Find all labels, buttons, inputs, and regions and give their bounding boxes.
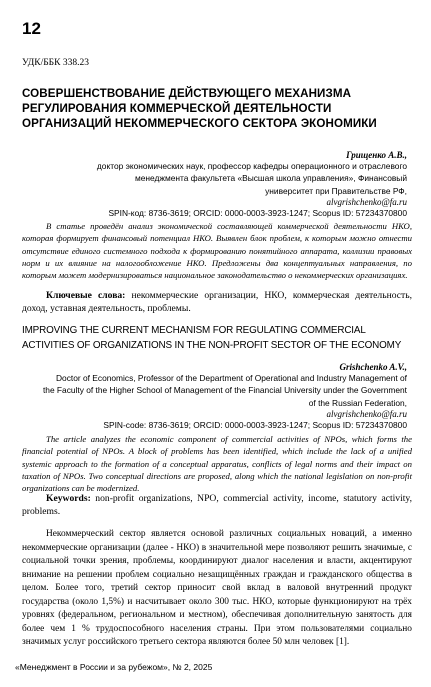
author-ids-en: SPIN-code: 8736-3619; ORCID: 0000-0003-3923-1247; Scopus ID: 57234370800 — [103, 420, 407, 431]
author-affiliation-en-3: of the Russian Federation, — [308, 397, 407, 408]
keywords-ru — [22, 289, 412, 315]
keywords-text-ru: некоммерческие организации, НКО, коммерческая деятельность, доход, уставная деятельность, проблемы. — [22, 290, 412, 314]
keywords-en — [22, 492, 412, 518]
article-title-en: IMPROVING THE CURRENT MECHANISM FOR REGULATING COMMERCIAL ACTIVITIES OF ORGANIZATIONS IN THE NON-PROFIT SECTOR OF THE ECONOMY — [22, 325, 402, 351]
author-affiliation-en-2: the Faculty of the Higher School of Management of the Financial University under the Government — [42, 385, 407, 396]
author-affiliation-ru-3: университет при Правительстве РФ, — [265, 185, 407, 196]
author-email-en: alvgrishchenko@fa.ru — [326, 409, 407, 420]
author-block-ru — [97, 150, 407, 220]
abstract-ru: В статье проведён анализ экономической составляющей коммерческой деятельности НКО, которая формирует финансовый потенциал НКО. Выявлен блок проблем, к которым можно отнести отсутствие единого системного подхода к формированию понятийного аппарата, коллизии правовых норм и их влияние на налогообложение НКО. Предложены два концептуальных направления, по которым может модернизироваться национальное законодательство о некоммерческих организациях. — [22, 221, 412, 281]
author-ids-ru: SPIN-код: 8736-3619; ORCID: 0000-0003-3923-1247; Scopus ID: 57234370800 — [108, 208, 407, 219]
body-paragraph: Некоммерческий сектор является основой различных социальных новаций, а именно некоммерческие организации (далее - НКО) в значительной мере позволяют решить значимые, с социальной точки зрения, проблемы, координируют диалог населения и власти, акцентируют внимание на решении проблем социально незащищённых граждан и гражданского общества в целом. Более того, третий сектор приносит свой вклад в валовой внутренний продукт государства (около 1,5%) и насчитывает около 300 тыс. НКО, которые функционируют на трёх уровнях (федеральном, региональном и местном), обеспечивая дополнительную занятость для более чем 1 % трудоспособного населения страны. При этом пользователями социально значимых услуг российского третьего сектора являются более 50 млн человек [1]. — [22, 529, 412, 647]
author-block-en — [43, 362, 407, 432]
author-affiliation-ru-2: менеджмента факультета «Высшая школа управления», Финансовый — [134, 173, 407, 184]
article-title-ru: СОВЕРШЕНСТВОВАНИЕ ДЕЙСТВУЮЩЕГО МЕХАНИЗМА РЕГУЛИРОВАНИЯ КОММЕРЧЕСКОЙ ДЕЯТЕЛЬНОСТИ ОРГАНИЗАЦИЙ НЕКОММЕРЧЕСКОГО СЕКТОРА ЭКОНОМИКИ — [22, 87, 377, 130]
udk-code: УДК/ББК 338.23 — [22, 58, 89, 68]
author-name-ru: Грищенко А.В., — [346, 150, 407, 160]
author-email-ru: alvgrishchenko@fa.ru — [326, 197, 407, 208]
author-affiliation-en-1: Doctor of Economics, Professor of the Department of Operational and Industry Management of — [56, 373, 407, 383]
page-number: 12 — [22, 19, 41, 38]
abstract-en: The article analyzes the economic component of commercial activities of NPOs, which forms the financial potential of NPOs. A block of problems has been identified, which include the lack of a unified systemic approach to the formation of a conceptual apparatus, conflicts of legal norms and their impact on taxation of NPOs. Two conceptual directions are proposed, along which the national legislation on non-profit organizations can be modernized. — [22, 434, 412, 494]
keywords-label-ru: Ключевые слова: — [46, 290, 126, 301]
author-name-en: Grishchenko A.V., — [339, 362, 407, 372]
journal-footer: «Менеджмент в России и за рубежом», № 2, 2025 — [15, 662, 213, 672]
keywords-text-en: non-profit organizations, NPO, commercial activity, income, statutory activity, problems. — [22, 493, 412, 517]
keywords-label-en: Keywords: — [46, 493, 91, 504]
author-affiliation-ru-1: доктор экономических наук, профессор кафедры операционного и отраслевого — [96, 161, 407, 171]
